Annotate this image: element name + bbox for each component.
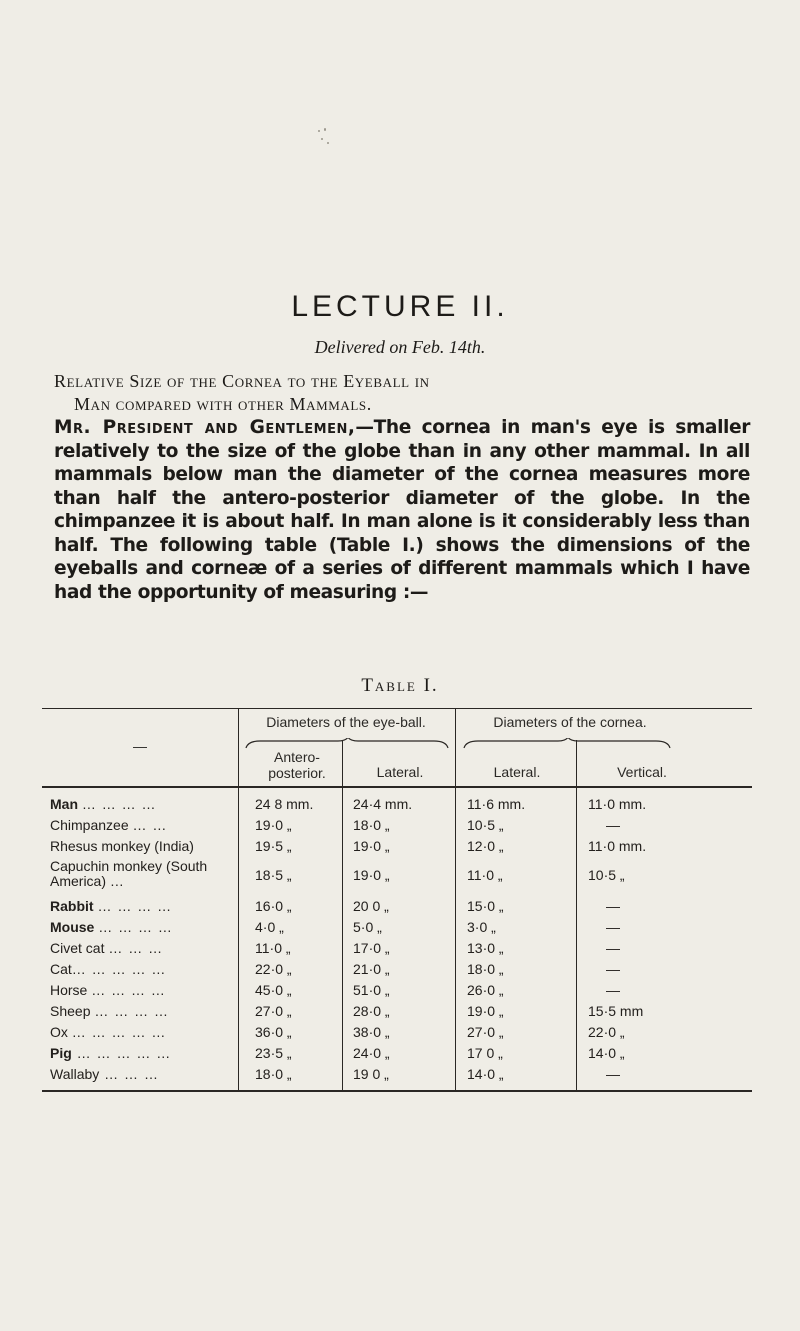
row-name: Pig [50,1045,72,1061]
section-heading-line1: Relative Size of the Cornea to the Eyeball in [54,371,430,391]
row-cornea-lateral: 11·0 „ [467,867,503,883]
section-heading-line2: Man compared with other Mammals. [74,394,372,414]
cornea-group-brace [462,738,674,750]
row-name: Capuchin monkey (South America) … [50,858,208,889]
row-eyeball-lateral: 24·0 „ [353,1045,390,1061]
row-name: Mouse [50,919,95,935]
row-antero-posterior: 22·0 „ [255,961,292,977]
row-eyeball-lateral: 28·0 „ [353,1003,390,1019]
row-eyeball-lateral: 17·0 „ [353,940,390,956]
row-cornea-lateral: 18·0 „ [467,961,504,977]
row-cornea-lateral: 26·0 „ [467,982,504,998]
table-row: Chimpanzee … … 19·0 „ 18·0 „ 10·5 „ — [50,817,620,833]
table-header-rule [42,786,752,788]
row-eyeball-lateral: 38·0 „ [353,1024,390,1040]
row-cornea-lateral: 10·5 „ [467,817,504,833]
row-cornea-lateral: 27·0 „ [467,1024,504,1040]
table-corner-dash: — [133,738,147,754]
row-antero-posterior: 18·0 „ [255,1066,292,1082]
col-antero-posterior: Antero-posterior. [268,749,326,781]
row-cornea-lateral: 15·0 „ [467,898,504,914]
row-cornea-lateral: 19·0 „ [467,1003,504,1019]
row-antero-posterior: 36·0 „ [255,1024,292,1040]
section-heading [54,370,754,416]
table-row: Ox … … … … … 36·0 „ 38·0 „ 27·0 „ 22·0 „ [50,1024,625,1040]
row-name: Wallaby [50,1066,100,1082]
row-eyeball-lateral: 19·0 „ [353,838,390,854]
table-row [0,838,800,860]
table-row: Horse … … … … 45·0 „ 51·0 „ 26·0 „ — [50,982,620,998]
table-bottom-rule [42,1090,752,1092]
table-row [0,1045,800,1067]
row-vertical: 11·0 mm. [588,796,647,812]
row-vertical: 14·0 „ [588,1045,625,1061]
table-row: Rabbit … … … … 16·0 „ 20 0 „ 15·0 „ — [50,898,620,914]
row-vertical: — [606,919,620,935]
row-antero-posterior: 11·0 „ [255,940,291,956]
row-name: Man [50,796,78,812]
row-eyeball-lateral: 20 0 „ [353,898,389,914]
row-vertical: — [606,817,620,833]
table-row: Mouse … … … … 4·0 „ 5·0 „ 3·0 „ — [50,919,620,935]
table-row [0,859,800,895]
row-vertical: — [606,940,620,956]
lecture-title: LECTURE II. [291,290,509,323]
row-antero-posterior: 45·0 „ [255,982,292,998]
row-antero-posterior: 4·0 „ [255,919,284,935]
row-cornea-lateral: 13·0 „ [467,940,504,956]
row-antero-posterior: 24 8 mm. [255,796,314,812]
row-antero-posterior: 16·0 „ [255,898,292,914]
row-eyeball-lateral: 51·0 „ [353,982,390,998]
row-name: Civet cat [50,940,105,956]
row-vertical: — [606,982,620,998]
paragraph-text: —The cornea in man's eye is smaller relatively to the size of the globe than in any other mammal. In all mammals below man the diameter of the cornea measures more than half the antero-posterior diameter of the globe. In the chimpanzee it is about half. In man alone is it considerably less than half. The following table (Table I.) shows the dimensions of the eyeballs and corneæ of a series of different mammals which I have had the opportunity of measuring :— [54,417,750,603]
row-cornea-lateral: 17 0 „ [467,1045,503,1061]
table-top-rule [42,708,752,709]
body-paragraph [54,416,750,604]
col-eyeball-lateral: Lateral. [376,764,424,780]
row-vertical: 22·0 „ [588,1024,625,1040]
row-vertical: 10·5 „ [588,867,625,883]
table-row: Cat… … … … … 22·0 „ 21·0 „ 18·0 „ — [50,961,620,977]
row-name: Rhesus monkey (India) [50,838,194,854]
table-title: Table I. [361,675,439,696]
row-leader-dots: … … … [99,1066,159,1082]
row-name: Rabbit [50,898,94,914]
delivered-date: Delivered on Feb. 14th. [314,337,486,357]
cornea-group-header: Diameters of the cornea. [493,714,647,730]
row-antero-posterior: 18·5 „ [255,867,292,883]
col-vertical: Vertical. [617,764,667,780]
row-antero-posterior: 23·5 „ [255,1045,292,1061]
row-eyeball-lateral: 21·0 „ [353,961,390,977]
row-antero-posterior: 19·5 „ [255,838,292,854]
row-vertical: — [606,898,620,914]
row-eyeball-lateral: 18·0 „ [353,817,390,833]
table-row [0,1066,800,1088]
row-name: Horse [50,982,88,998]
row-cornea-lateral: 11·6 mm. [467,796,526,812]
row-name: Cat [50,961,72,977]
row-vertical: — [606,1066,620,1082]
table-row: Civet cat … … … 11·0 „ 17·0 „ 13·0 „ — [50,940,620,956]
row-vertical: — [606,961,620,977]
row-eyeball-lateral: 24·4 mm. [353,796,413,812]
col-cornea-lateral: Lateral. [493,764,541,780]
row-vertical: 11·0 mm. [588,838,647,854]
eyeball-group-header: Diameters of the eye-ball. [266,714,426,730]
salutation: Mr. President and Gentlemen, [54,417,356,438]
row-eyeball-lateral: 19·0 „ [353,867,390,883]
row-cornea-lateral: 3·0 „ [467,919,496,935]
row-antero-posterior: 27·0 „ [255,1003,292,1019]
row-eyeball-lateral: 5·0 „ [353,919,382,935]
row-cornea-lateral: 14·0 „ [467,1066,504,1082]
row-vertical: 15·5 mm [588,1003,644,1019]
row-antero-posterior: 19·0 „ [255,817,292,833]
row-name: Chimpanzee [50,817,129,833]
page-speck-mark [318,128,336,146]
table-row: Man … … … … 24 8 mm. 24·4 mm. 11·6 mm. 11·0 mm. [50,796,647,812]
row-name: Sheep [50,1003,91,1019]
row-cornea-lateral: 12·0 „ [467,838,504,854]
row-name: Ox [50,1024,68,1040]
row-eyeball-lateral: 19 0 „ [353,1066,389,1082]
row-leader-dots: … … … … … [71,1045,172,1061]
table-row: Sheep … … … … 27·0 „ 28·0 „ 19·0 „ 15·5 mm [50,1003,644,1019]
